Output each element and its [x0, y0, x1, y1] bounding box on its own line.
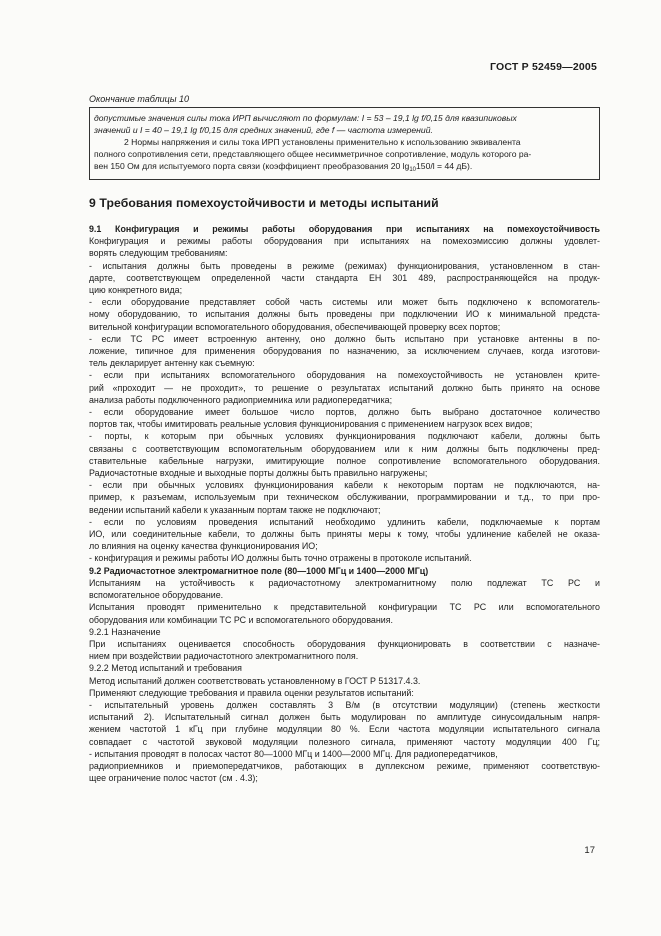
text-line: Конфигурация и режимы работы оборудования при испытаниях на помехоэмиссию должны удовлет-: [89, 236, 600, 247]
text-line: - если ТС РС имеет встроенную антенну, оно должно быть испытано при установке антенны в по-: [89, 333, 600, 344]
text-line: рий «проходит — не проходит», то решение о результатах испытаний должно быть принято на основе: [89, 382, 600, 393]
text-line: вспомогательное оборудование.: [89, 590, 224, 601]
text-line: ИО, или соединительные кабели, то должны быть приняты меры к тому, чтобы удлинение кабелей не оказа-: [89, 529, 600, 540]
text-line: радиоприемников и приемопередатчиков, работающих в дуплексном режиме, применяют соответствую-: [89, 760, 600, 771]
section-title: 9 Требования помехоустойчивости и методы испытаний: [89, 196, 439, 210]
text-line: ведении испытаний кабели к указанным портам также не подключают;: [89, 504, 381, 515]
text-line: оборудования или комбинации ТС РС и вспомогательного оборудования.: [89, 614, 393, 625]
text-line: - порты, к которым при обычных условиях функционирования подключают кабели, должны быть: [89, 431, 600, 442]
text-line: - испытательный уровень должен составлять 3 В/м (в отсутствии модуляции) (степень жесткости: [89, 699, 600, 710]
page-number: 17: [584, 845, 595, 856]
text-line: - испытания проводят в полосах частот 80—1000 МГц и 1400—2000 МГц. Для радиопередатчиков,: [89, 748, 498, 759]
note-line: значений и I = 40 – 19,1 lg f/0,15 для средних значений, где f — частота измерений.: [94, 125, 433, 135]
text-line: ложение, типичное для применения оборудования по назначению, за исключением случаев, когда изготови-: [89, 346, 600, 357]
table-note-box: [89, 107, 600, 180]
note-line: 2 Нормы напряжения и силы тока ИРП установлены применительно к использованию эквивалента: [124, 137, 521, 147]
text-line: тель декларирует антенну как съемную:: [89, 358, 255, 369]
text-line: испытаний 2). Испытательный сигнал должен быть модулирован по амплитуде синусоидальным напря-: [89, 712, 600, 723]
text-line: ставительные кабельные нагрузки, имитирующие полное сопротивление вспомогательного оборудования.: [89, 455, 600, 466]
text-line: - конфигурация и режимы работы ИО должны быть точно отражены в протоколе испытаний.: [89, 553, 472, 564]
text-line: ло влияния на оценку качества функционирования ИО;: [89, 541, 318, 552]
text-line: - если по условиям проведения испытаний необходимо удлинить кабели, подключаемые к портам: [89, 516, 600, 527]
text-line: Испытаниям на устойчивость к радиочастотному электромагнитному полю подлежат ТС РС и: [89, 577, 600, 588]
note-line: полного сопротивления сети, представляющего общее несимметричное сопротивление, модуль которого ра-: [94, 149, 532, 159]
note-line: [90, 160, 599, 176]
text-line: дарте, соответствующем определенной части стандарта ЕН 301 489, распространяющейся на продук-: [89, 272, 600, 283]
text-line: - если при испытаниях вспомогательного оборудования на помехоустойчивость не установлен крите-: [89, 370, 600, 381]
text-line: жением частотой 1 кГц при глубине модуляции 80 %. Если частота модуляции испытательного сигнала: [89, 724, 600, 735]
note-line: допустимые значения силы тока ИРП вычисляют по формулам: I = 53 – 19,1 lg f/0,15 для квазипиковых: [94, 113, 517, 123]
text-line: вительной конфигурации вспомогательного оборудования, обеспечивающей проверку всех портов;: [89, 321, 501, 332]
note-subscript: 10: [409, 167, 417, 173]
text-line: При испытаниях оценивается способность оборудования функционировать в соответствии с назначе-: [89, 638, 600, 649]
text-line: пример, к разъемам, используемым при техническом обслуживании, программировании и т.д., то при про-: [89, 492, 600, 503]
text-line: щее ограничение полос частот (см . 4.3);: [89, 773, 258, 784]
text-line: портов так, чтобы имитировать реальные условия функционирования с применением нагрузок всех видов;: [89, 419, 533, 430]
text-line: ворять следующим требованиям:: [89, 248, 228, 259]
text-line: связаны с соответствующим вспомогательным оборудованием или к ним должны быть подключены пред-: [89, 443, 600, 454]
standard-header: ГОСТ Р 52459—2005: [489, 61, 597, 73]
text-line: цию конкретного вида;: [89, 285, 183, 296]
note-text: вен 150 Ом для испытуемого порта связи (коэффициент преобразования 20 lg: [94, 161, 410, 171]
text-line: Радиочастотные входные и выходные порты должны быть правильно нагружены;: [89, 468, 428, 479]
text-line: нием при воздействии радиочастотного электромагнитного поля.: [89, 651, 359, 662]
text-line: Метод испытаний должен соответствовать установленному в ГОСТ Р 51317.4.3.: [89, 675, 421, 686]
subsection-heading: 9.2 Радиочастотное электромагнитное поле (80—1000 МГц и 1400—2000 МГц): [89, 565, 429, 576]
text-line: совпадает с частотой звуковой модуляции полезного сигнала, применяют частоту модуляции 400 Гц;: [89, 736, 600, 747]
text-line: - если оборудование представляет собой часть системы или может быть подключено к вспомогатель-: [89, 297, 600, 308]
text-line: - испытания должны быть проведены в режиме (режимах) функционирования, установленном в стан-: [89, 260, 600, 271]
note-text: 150/l = 44 дБ).: [416, 161, 473, 171]
text-line: Применяют следующие требования и правила оценки результатов испытаний:: [89, 687, 414, 698]
text-line: - если при обычных условиях функционирования кабели к некоторым портам не подключаются, на-: [89, 480, 600, 491]
text-line: Испытания проводят применительно к представительной конфигурации ТС РС или вспомогательного: [89, 602, 600, 613]
table-continuation-label: Окончание таблицы 10: [89, 94, 189, 104]
subsection-heading: 9.2.2 Метод испытаний и требования: [89, 663, 242, 674]
text-line: ному оборудованию, то испытания должны быть проведены при подключении ИО к минимальной предста-: [89, 309, 600, 320]
body-text: [89, 223, 600, 784]
text-line: - если оборудование имеет большое число портов, должно быть выбрано достаточное количество: [89, 407, 600, 418]
text-line: анализа работы подключенного радиоприемника или радиопередатчика;: [89, 394, 393, 405]
subsection-heading: 9.2.1 Назначение: [89, 626, 161, 637]
subsection-heading: 9.1 Конфигурация и режимы работы оборудования при испытаниях на помехоустойчивость: [89, 224, 600, 234]
